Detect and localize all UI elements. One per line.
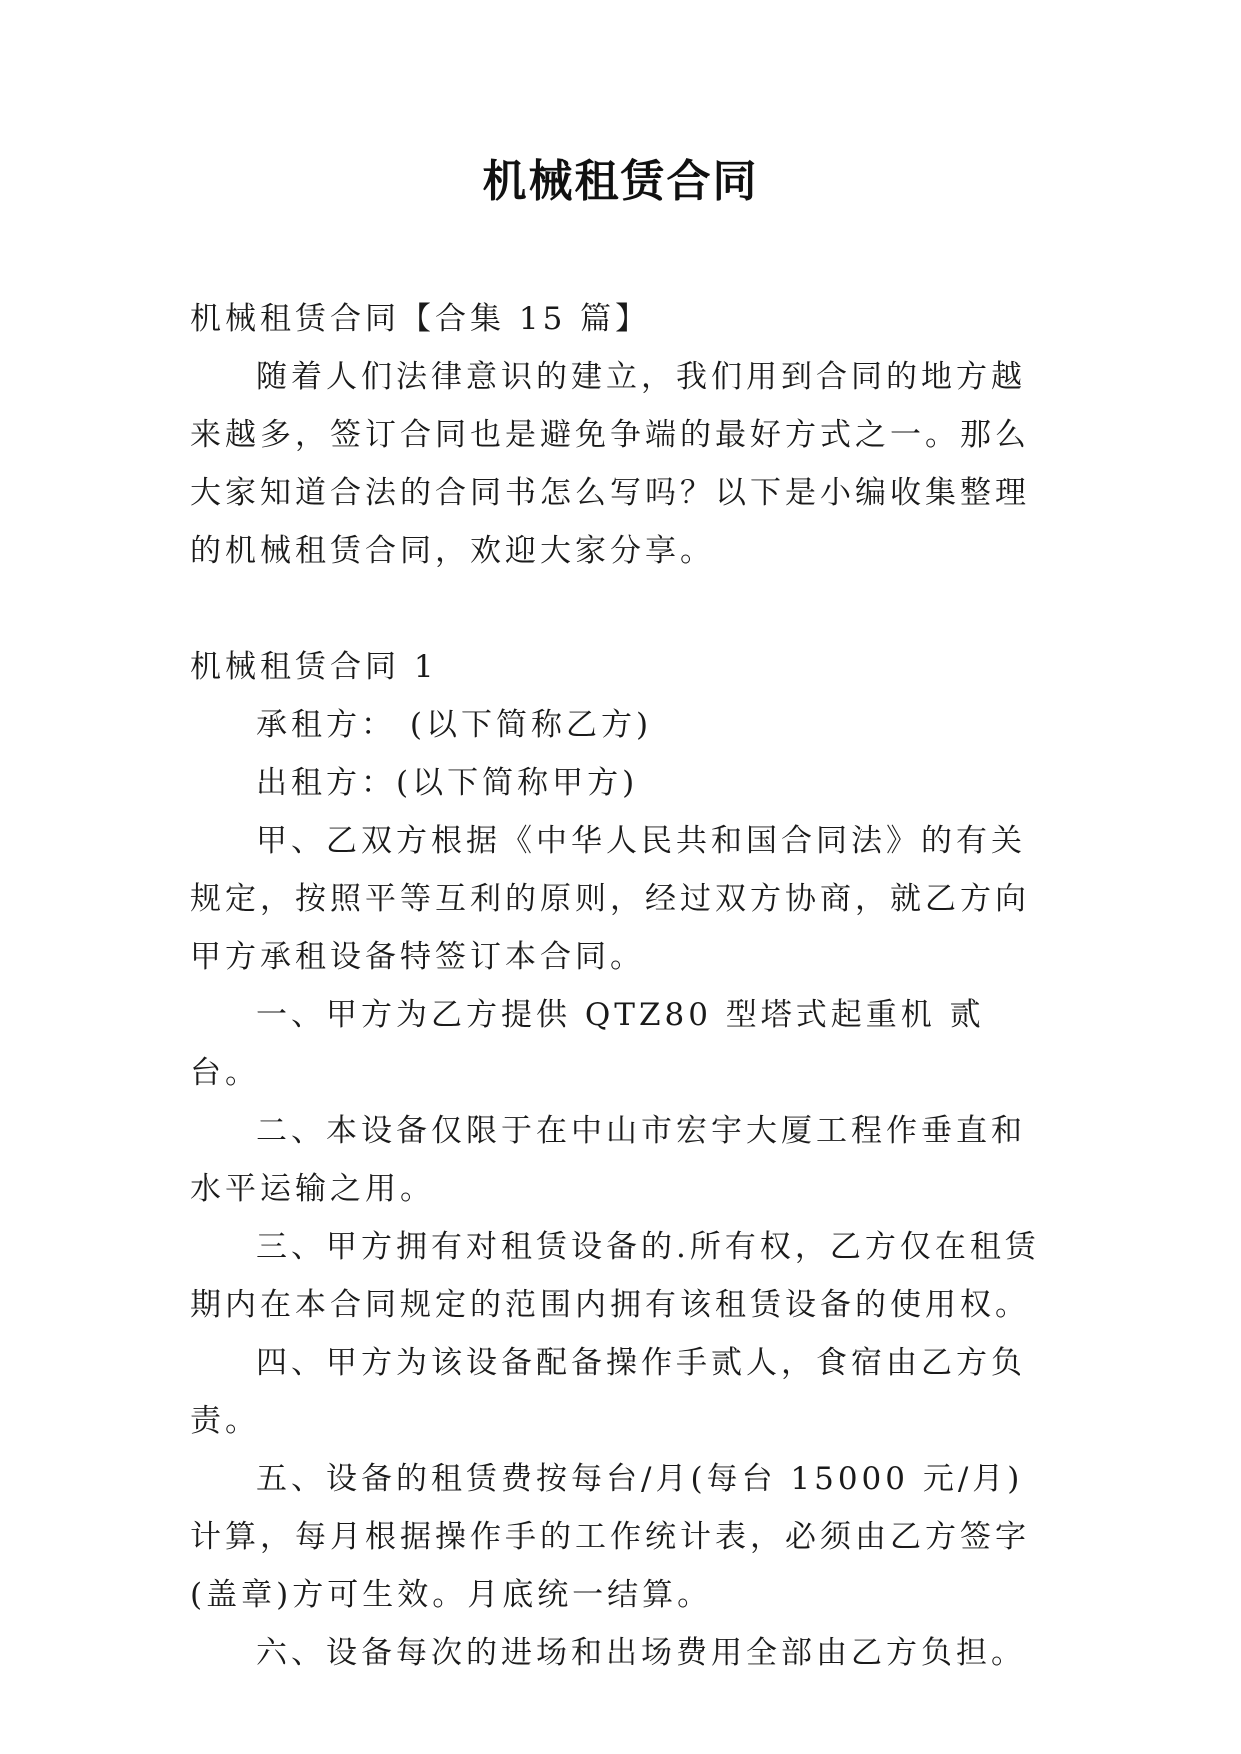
clause-3: 三、甲方拥有对租赁设备的.所有权，乙方仅在租赁期内在本合同规定的范围内拥有该租赁设备的使用权。 [190,1229,1040,1323]
clause-2: 二、本设备仅限于在中山市宏宇大厦工程作垂直和水平运输之用。 [190,1113,1026,1207]
preamble-paragraph: 甲、乙双方根据《中华人民共和国合同法》的有关规定，按照平等互利的原则，经过双方协商，就乙方向甲方承租设备特签订本合同。 [190,823,1030,975]
lessee-line: 承租方： (以下简称乙方) [256,707,653,743]
clause-6: 六、设备每次的进场和出场费用全部由乙方负担。 [256,1635,1026,1671]
clause-1: 一、甲方为乙方提供 QTZ80 型塔式起重机 贰 台。 [190,997,985,1091]
section-heading: 机械租赁合同 1 [190,649,438,685]
intro-paragraph: 随着人们法律意识的建立，我们用到合同的地方越来越多，签订合同也是避免争端的最好方式之一。那么大家知道合法的合同书怎么写吗？以下是小编收集整理的机械租赁合同，欢迎大家分享。 [190,359,1030,569]
collection-subtitle: 机械租赁合同【合集 15 篇】 [190,301,651,337]
document-body [190,290,1050,1682]
paragraph-gap [190,580,1050,638]
clause-5: 五、设备的租赁费按每台/月(每台 15000 元/月)计算，每月根据操作手的工作统计表，必须由乙方签字(盖章)方可生效。月底统一结算。 [190,1461,1030,1613]
document-title: 机械租赁合同 [482,156,759,207]
clause-4: 四、甲方为该设备配备操作手贰人，食宿由乙方负责。 [190,1345,1026,1439]
lessor-line: 出租方：(以下简称甲方) [256,765,639,801]
